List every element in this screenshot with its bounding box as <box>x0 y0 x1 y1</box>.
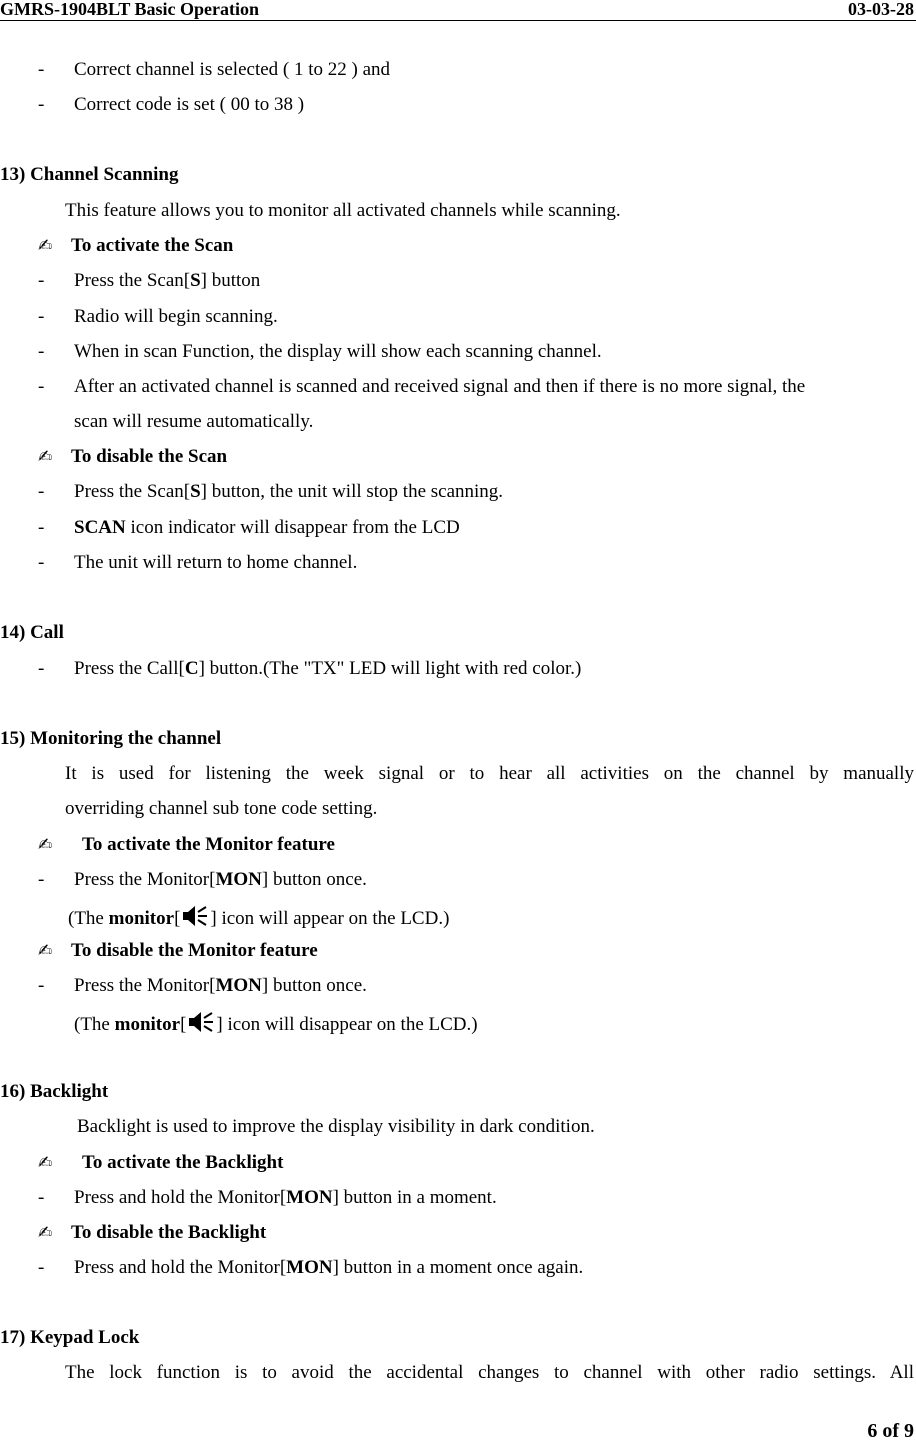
speaker-icon <box>187 1011 215 1033</box>
speaker-icon <box>181 905 209 927</box>
list-item-continuation: scan will resume automatically. <box>74 411 314 432</box>
document-title: GMRS-1904BLT Basic Operation <box>0 0 260 19</box>
pen-icon: ✍ <box>38 941 53 961</box>
section-heading-keypad-lock: 17) Keypad Lock <box>0 1327 140 1348</box>
section-description-continuation: overriding channel sub tone code setting. <box>65 798 378 819</box>
page-number: 6 of 9 <box>867 1420 914 1442</box>
section-heading-backlight: 16) Backlight <box>0 1081 109 1102</box>
monitor-note: (The monitor[ ] icon will appear on the LCD.) <box>68 905 449 930</box>
pen-icon: ✍ <box>38 236 53 256</box>
pen-icon: ✍ <box>38 447 53 467</box>
monitor-note: (The monitor[ ] icon will disappear on the LCD.) <box>74 1011 478 1036</box>
section-description: Backlight is used to improve the display visibility in dark condition. <box>77 1116 595 1137</box>
pen-icon: ✍ <box>38 1153 53 1173</box>
page-header <box>0 0 916 21</box>
pen-icon: ✍ <box>38 835 53 855</box>
section-heading-scanning: 13) Channel Scanning <box>0 164 179 185</box>
section-description: This feature allows you to monitor all activated channels while scanning. <box>65 200 621 221</box>
section-heading-call: 14) Call <box>0 622 64 643</box>
section-description: The lock function is to avoid the accidental changes to channel with other radio settings. All <box>65 1362 914 1383</box>
document-date: 03-03-28 <box>848 0 914 19</box>
pen-icon: ✍ <box>38 1223 53 1243</box>
section-heading-monitoring: 15) Monitoring the channel <box>0 728 222 749</box>
section-description: It is used for listening the week signal or to hear all activities on the channel by manually <box>65 763 914 784</box>
